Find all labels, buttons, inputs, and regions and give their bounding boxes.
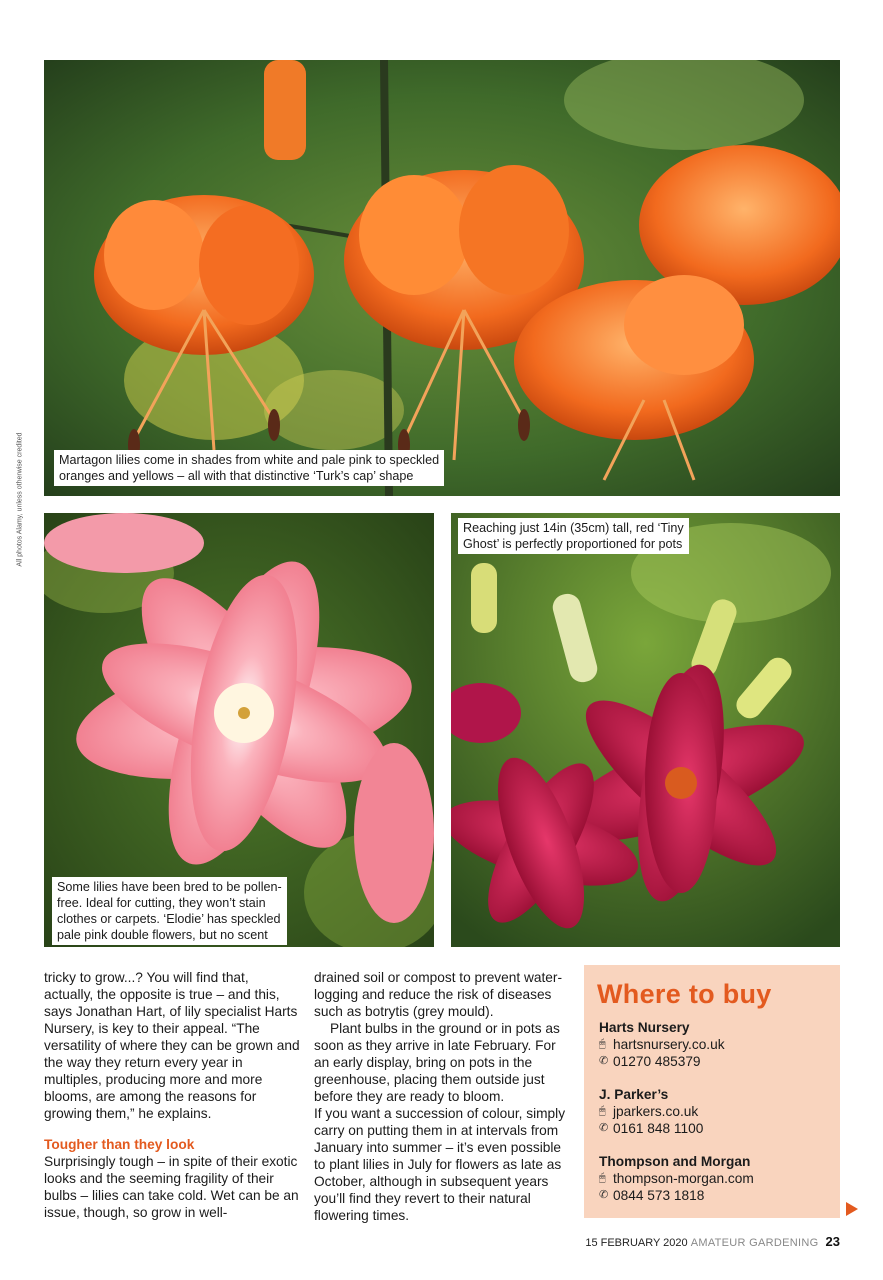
article-paragraph: tricky to grow...? You will find that, actually, the opposite is true – and this, says Jonathan Hart, of lily specialist Harts Nursery, is key to their appeal. “The versatility of where they can be grown and the way they return every year in multiples, producing more and more blooms, are among the reasons for growing them,” he explains. [44,970,300,1121]
phone-icon: ✆ [599,1122,609,1134]
article-column-1 [44,969,300,1221]
article-paragraph: drained soil or compost to prevent water-logging and reduce the risk of diseases such as botrytis (grey mould). [314,970,563,1019]
supplier-thompson-morgan [599,1153,754,1204]
photo-martagon-lilies [44,60,840,496]
photo-elodie-lily [44,513,434,947]
supplier-harts-nursery [599,1019,725,1070]
subheading: Tougher than they look [44,1137,195,1152]
supplier-name: J. Parker’s [599,1087,669,1102]
supplier-name: Thompson and Morgan [599,1154,751,1169]
next-page-arrow-icon[interactable] [846,1202,858,1216]
mouse-icon: 🖱︎ [599,1038,606,1050]
supplier-phone: 0161 848 1100 [613,1121,704,1136]
article-column-2 [314,969,568,1224]
supplier-j-parkers [599,1086,703,1137]
photo-credit: All photos Alamy, unless otherwise credited [16,432,24,567]
page-number: 23 [825,1234,840,1249]
caption-tiny-ghost: Reaching just 14in (35cm) tall, red ‘Tiny Ghost’ is perfectly proportioned for pots [458,518,689,554]
supplier-phone: 01270 485379 [613,1054,701,1069]
article-paragraph: If you want a succession of colour, simply carry on putting them in at intervals from January into summer – it’s even possible to plant lilies in July for flowers as late as October, although in subsequent years you’ll find they revert to their natural flowering times. [314,1106,566,1223]
supplier-name: Harts Nursery [599,1020,690,1035]
supplier-website-link[interactable]: jparkers.co.uk [613,1104,699,1119]
mouse-icon: 🖱︎ [599,1172,606,1184]
phone-icon: ✆ [599,1189,609,1201]
photo-tiny-ghost-lily [451,513,840,947]
caption-elodie: Some lilies have been bred to be pollen- free. Ideal for cutting, they won’t stain clothes or carpets. ‘Elodie’ has speckled pale pink double flowers, but no scent [52,877,287,945]
supplier-website-link[interactable]: thompson-morgan.com [613,1171,754,1186]
phone-icon: ✆ [599,1055,609,1067]
issue-date: 15 FEBRUARY 2020 [585,1237,688,1249]
caption-martagon: Martagon lilies come in shades from white and pale pink to speckled oranges and yellows – all with that distinctive ‘Turk’s cap’ shape [54,450,444,486]
mouse-icon: 🖱︎ [599,1105,606,1117]
article-paragraph: Surprisingly tough – in spite of their exotic looks and the seeming fragility of their bulbs – lilies can take cold. Wet can be an issue, though, so grow in well- [44,1154,299,1220]
supplier-website-link[interactable]: hartsnursery.co.uk [613,1037,725,1052]
supplier-phone: 0844 573 1818 [613,1188,705,1203]
article-paragraph: Plant bulbs in the ground or in pots as soon as they arrive in late February. For an early display, bring on pots in the greenhouse, placing them outside just before they are ready to bloom. [314,1021,560,1104]
page-footer [585,1234,840,1249]
where-to-buy-title: Where to buy [597,979,772,1009]
where-to-buy-box [584,965,840,1218]
magazine-name: AMATEUR GARDENING [690,1237,819,1249]
